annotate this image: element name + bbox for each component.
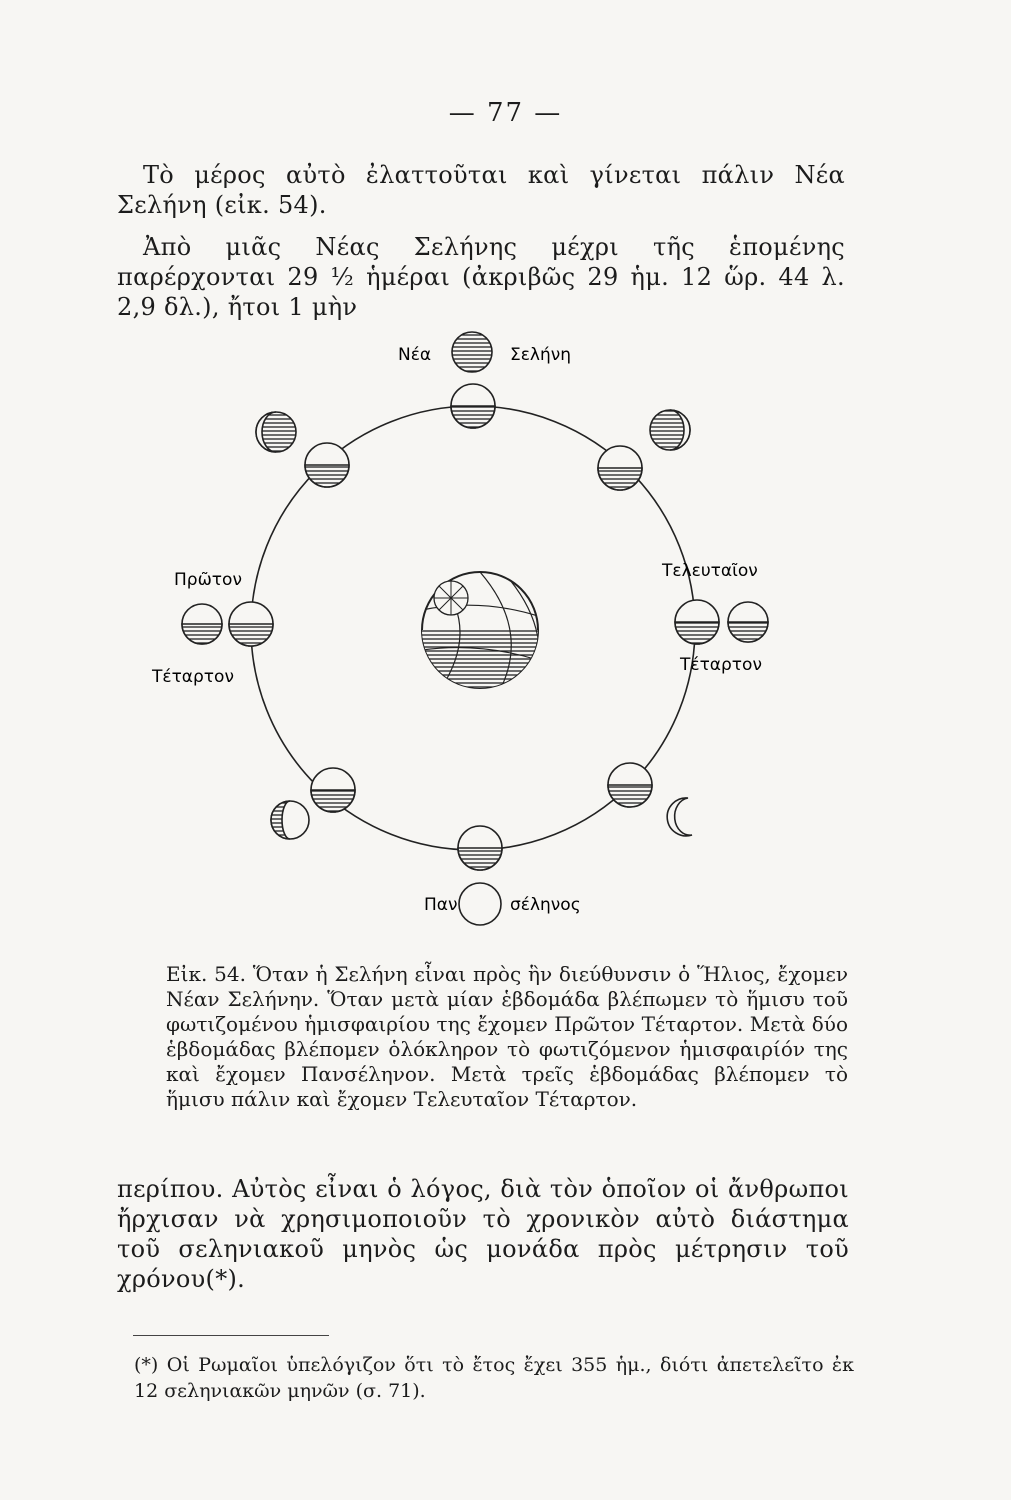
footnote-divider [133,1335,329,1336]
paragraph-2: Ἀπὸ μιᾶς Νέας Σελήνης μέχρι τῆς ἑπομένης παρέρχονται 29 ½ ἡμέραι (ἀκριβῶς 29 ἡμ. 12 ὥρ. 44 λ. 2,9 δλ.), ἤτοι 1 μὴν [117,233,845,321]
label-tetarton-left: Τέταρτον [152,667,234,687]
outer-moon-crescent-right [650,410,690,450]
outer-moon-gibbous-left [271,801,309,839]
moon-right [675,600,719,644]
label-proton: Πρῶτον [174,570,242,590]
label-selinos: σέληνος [510,895,581,915]
outer-moon-full [459,883,501,925]
moon-top [451,384,495,428]
figure-caption [166,962,848,1112]
moon-left [229,602,273,646]
paragraph-1: Τὸ μέρος αὐτὸ ἐλαττοῦται καὶ γίνεται πάλιν Νέα Σελήνη (εἰκ. 54). [117,161,845,219]
moon-lower-right [608,763,652,807]
page-number: — 77 — [448,98,563,128]
moon-lower-left [311,768,355,812]
label-pan: Παν [424,895,458,915]
moon-phases-diagram [140,330,840,930]
outer-moon-crescent-left [256,412,296,452]
caption-text: Ὅταν ἡ Σελήνη εἶναι πρὸς ἣν διεύθυνσιν ὁ Ἥλιος, ἔχομεν Νέαν Σελήνην. Ὅταν μετὰ μίαν ἑβδομάδα βλέπωμεν τὸ ἥμισυ τοῦ φωτιζομένου ἡμισφαιρίου της ἔχομεν Πρῶτον Τέταρτον. Μετὰ δύο ἑβδομάδας βλέπομεν ὁλόκληρον τὸ φωτιζόμενον ἡμισφαιρίόν της καὶ ἔχομεν Πανσέληνον. Μετὰ τρεῖς ἑβδομάδας βλέπομεν τὸ ἥμισυ πάλιν καὶ ἔχομεν Τελευταῖον Τέταρτον. [166,962,848,1111]
moon-upper-left [305,443,349,487]
label-nea: Νέα [398,345,432,365]
moon-upper-right [598,446,642,490]
outer-moon-first-quarter [182,604,222,644]
earth-globe [422,572,539,690]
label-selini: Σελήνη [510,345,572,365]
moon-bottom [458,826,502,870]
outer-moon-new [452,332,492,372]
label-tetarton-right: Τέταρτον [680,655,762,675]
footnote: (*) Οἱ Ρωμαῖοι ὑπελόγιζον ὅτι τὸ ἔτος ἔχει 355 ἡμ., διότι ἀπετελεῖτο ἐκ 12 σεληνιακῶν μηνῶν (σ. 71). [134,1354,854,1402]
label-teleftaion: Τελευταῖον [662,561,758,581]
paragraph-3: περίπου. Αὐτὸς εἶναι ὁ λόγος, διὰ τὸν ὁποῖον οἱ ἄνθρωποι ἤρχισαν νὰ χρησιμοποιοῦν τὸ χρονικὸν αὐτὸ διάστημα τοῦ σεληνιακοῦ μηνὸς ὡς μονάδα πρὸς μέτρησιν τοῦ χρόνου(*). [117,1175,849,1293]
caption-label: Εἰκ. 54. [166,962,246,986]
outer-moon-crescent-lower-right [667,798,692,836]
outer-moon-last-quarter [728,602,768,642]
